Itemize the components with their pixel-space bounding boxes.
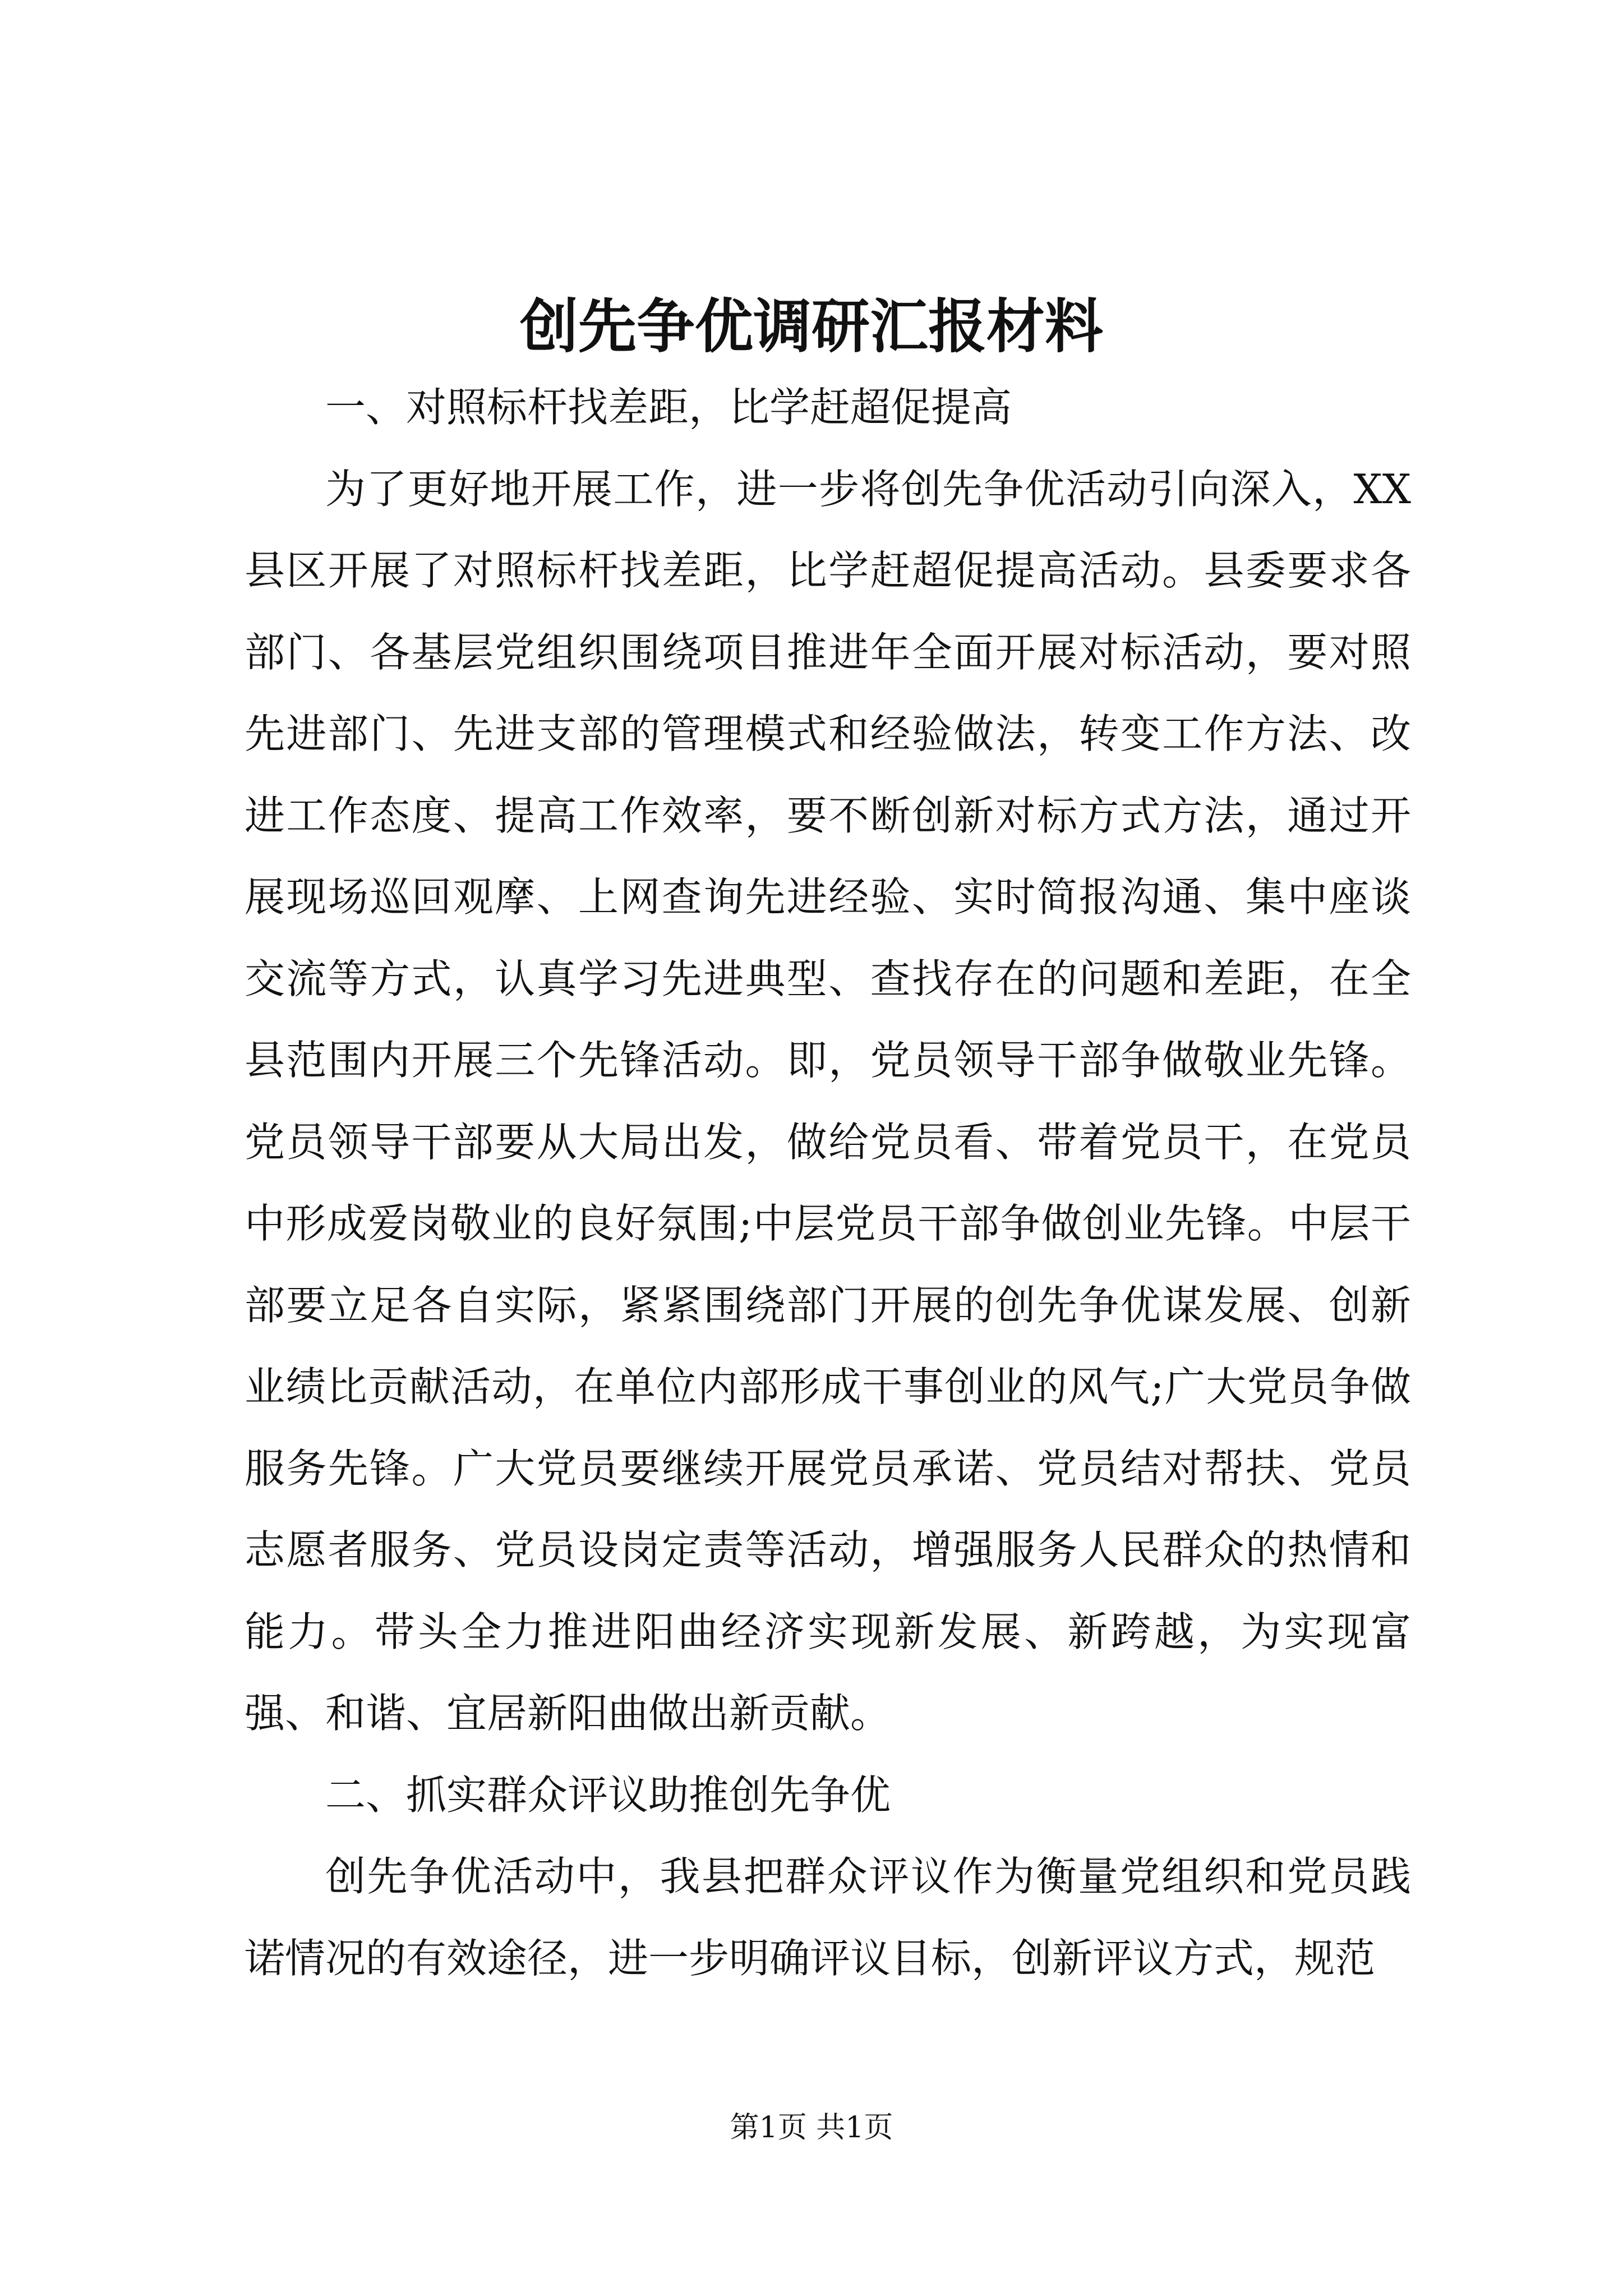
section-heading-2: 二、抓实群众评议助推创先争优	[325, 1771, 891, 1819]
document-body	[245, 367, 1411, 1999]
document-title: 创先争优调研汇报材料	[519, 292, 1103, 361]
section-heading-1: 一、对照标杆找差距，比学赶超促提高	[325, 384, 1012, 431]
body-paragraph-2: 创先争优活动中，我县把群众评议作为衡量党组织和党员践诺情况的有效途径，进一步明确评议目标，创新评议方式，规范	[245, 1853, 1411, 1982]
body-paragraph-1: 为了更好地开展工作，进一步将创先争优活动引向深入，XX县区开展了对照标杆找差距，比学赶超促提高活动。县委要求各部门、各基层党组织围绕项目推进年全面开展对标活动，要对照先进部门、先进支部的管理模式和经验做法，转变工作方法、改进工作态度、提高工作效率，要不断创新对标方式方法，通过开展现场巡回观摩、上网查询先进经验、实时简报沟通、集中座谈交流等方式，认真学习先进典型、查找存在的问题和差距，在全县范围内开展三个先锋活动。即，党员领导干部争做敬业先锋。党员领导干部要从大局出发，做给党员看、带着党员干，在党员中形成爱岗敬业的良好氛围;中层党员干部争做创业先锋。中层干部要立足各自实际，紧紧围绕部门开展的创先争优谋发展、创新业绩比贡献活动，在单位内部形成干事创业的风气;广大党员争做服务先锋。广大党员要继续开展党员承诺、党员结对帮扶、党员志愿者服务、党员设岗定责等活动，增强服务人民群众的热情和能力。带头全力推进阳曲经济实现新发展、新跨越，为实现富强、和谐、宜居新阳曲做出新贡献。	[245, 465, 1411, 1737]
page-footer: 第1页 共1页	[730, 2111, 893, 2145]
